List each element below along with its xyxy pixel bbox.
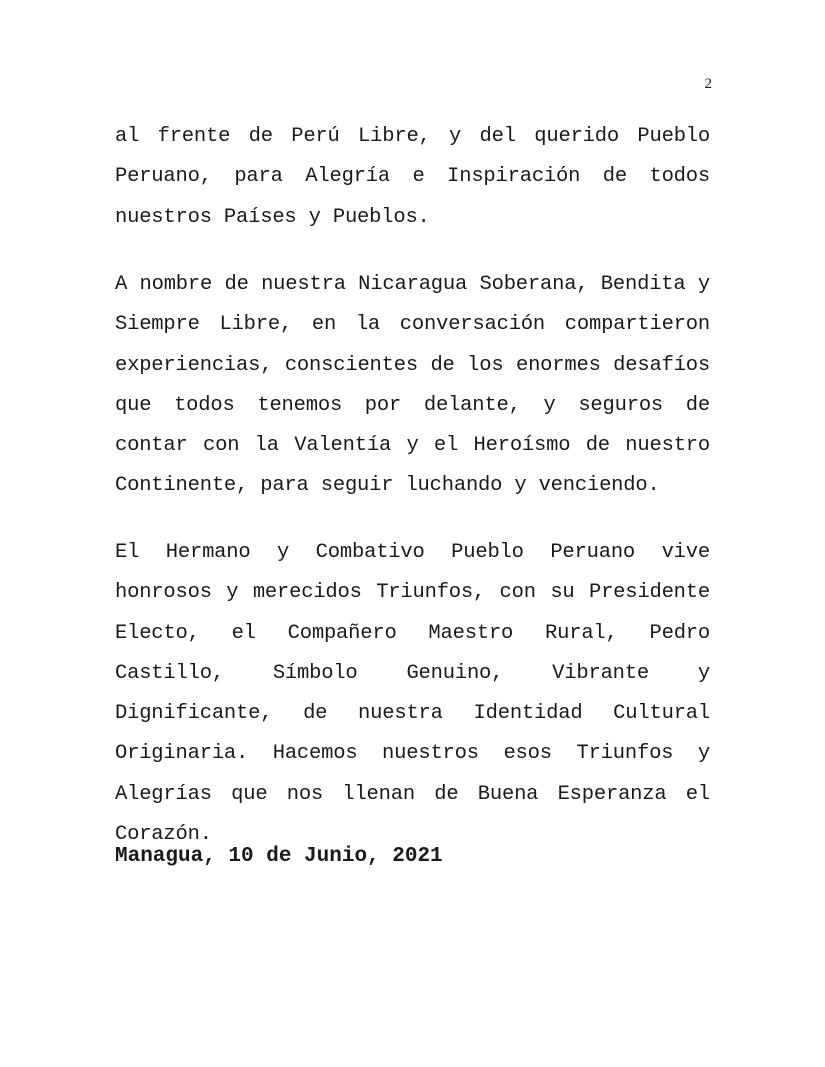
paragraph-1: al frente de Perú Libre, y del querido Pueblo Peruano, para Alegría e Inspiración de todos nuestros Países y Pueblos. bbox=[115, 125, 710, 229]
dateline: Managua, 10 de Junio, 2021 bbox=[115, 845, 443, 868]
paragraph-3: El Hermano y Combativo Pueblo Peruano vive honrosos y merecidos Triunfos, con su Presidente Electo, el Compañero Maestro Rural, Pedro Castillo, Símbolo Genuino, Vibrante y Dignificante, de nuestra Identidad Cultural Originaria. Hacemos nuestros esos Triunfos y Alegrías que nos llenan de Buena Esperanza el Corazón. bbox=[115, 541, 710, 847]
page-number: 2 bbox=[704, 76, 712, 92]
paragraph-2: A nombre de nuestra Nicaragua Soberana, Bendita y Siempre Libre, en la conversación compartieron experiencias, conscientes de los enormes desafíos que todos tenemos por delante, y seguros de contar con la Valentía y el Heroísmo de nuestro Continente, para seguir luchando y venciendo. bbox=[115, 273, 710, 498]
